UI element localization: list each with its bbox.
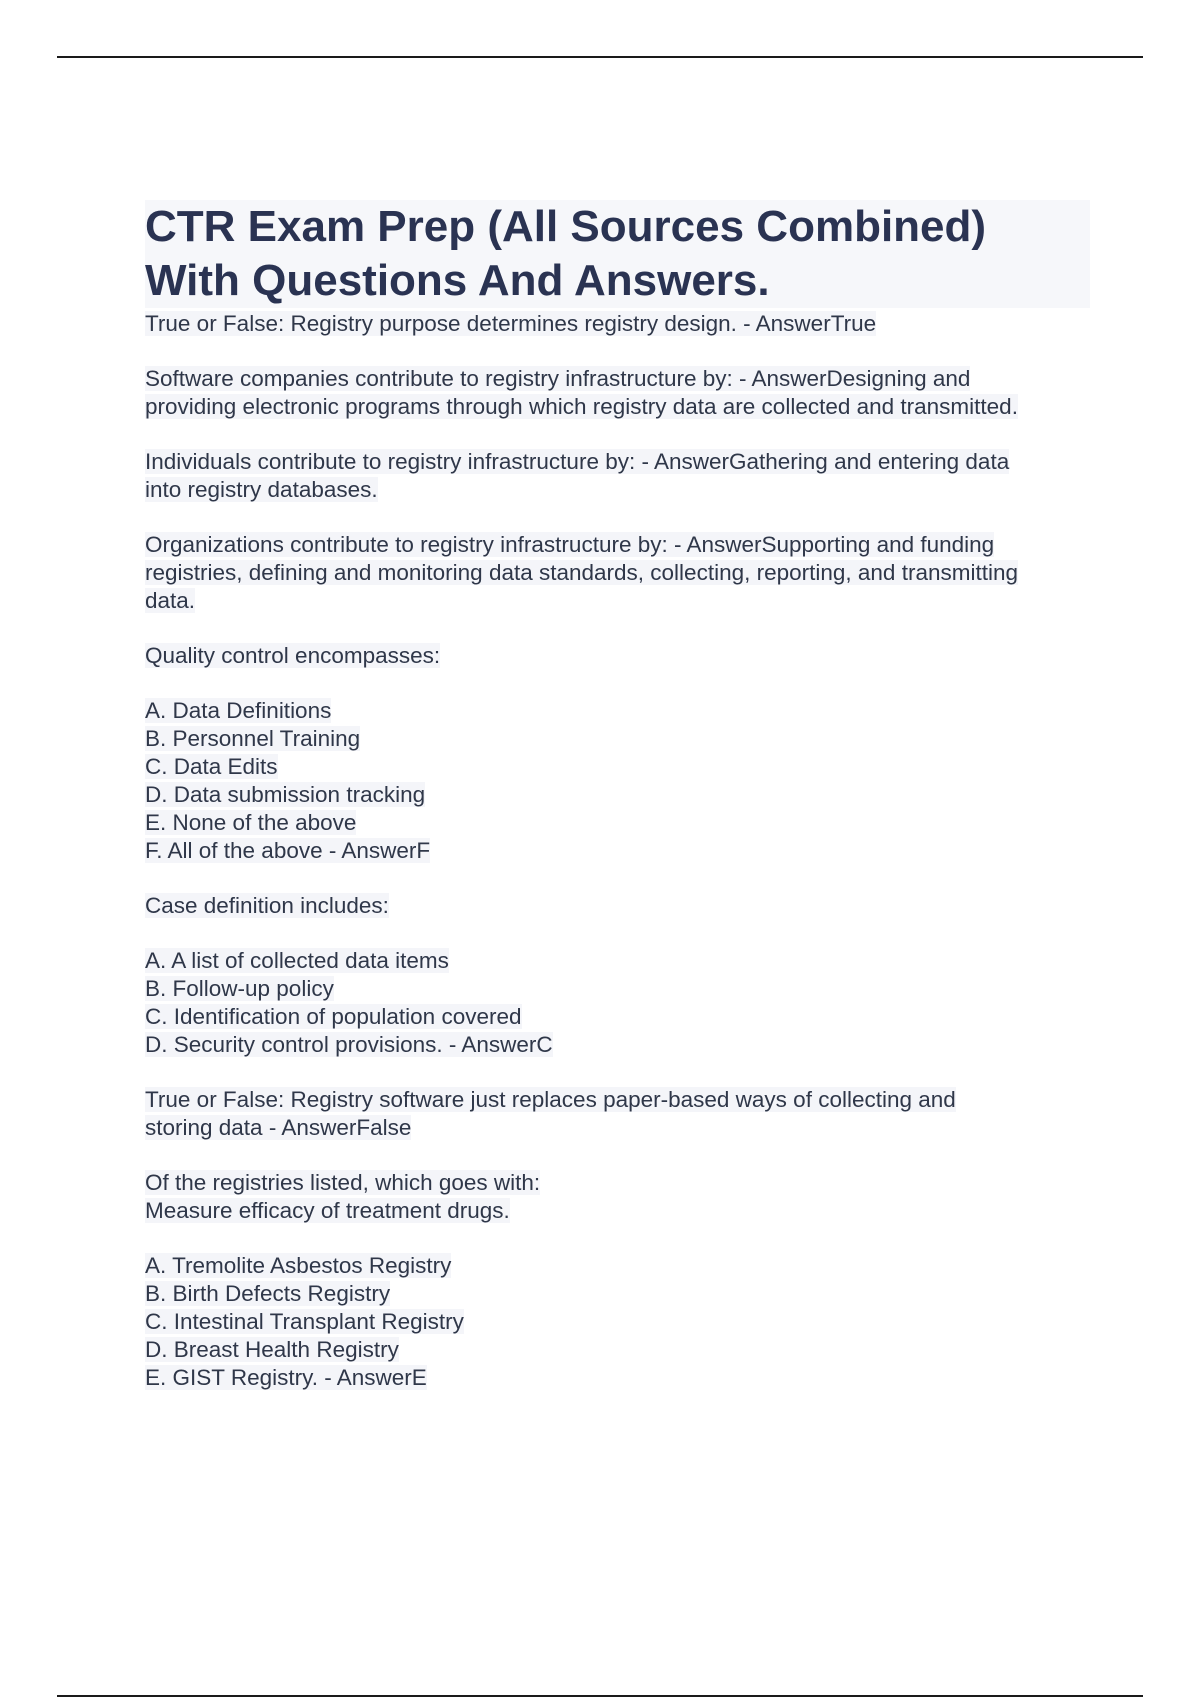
footer-rule: [57, 1695, 1143, 1697]
question-line: Of the registries listed, which goes with:: [145, 1170, 541, 1195]
qa-line: Software companies contribute to registry infrastructure by: - AnswerDesigning and: [145, 366, 971, 391]
option-line: C. Identification of population covered: [145, 1004, 522, 1029]
option-line: F. All of the above - AnswerF: [145, 838, 431, 863]
title-line: CTR Exam Prep (All Sources Combined): [145, 200, 1090, 254]
option-line: B. Birth Defects Registry: [145, 1281, 391, 1306]
qa-item: [145, 1086, 1090, 1142]
qa-line: True or False: Registry software just replaces paper-based ways of collecting and: [145, 1087, 956, 1112]
option-line: A. Data Definitions: [145, 698, 332, 723]
qa-line: into registry databases.: [145, 477, 378, 502]
qa-item: [145, 1169, 1090, 1392]
option-line: D. Security control provisions. - AnswerC: [145, 1032, 553, 1057]
qa-item: [145, 642, 1090, 865]
qa-line: Organizations contribute to registry infrastructure by: - AnswerSupporting and funding: [145, 532, 995, 557]
option-line: E. GIST Registry. - AnswerE: [145, 1365, 427, 1390]
qa-line: True or False: Registry purpose determines registry design. - AnswerTrue: [145, 311, 877, 336]
option-line: E. None of the above: [145, 810, 357, 835]
option-line: B. Follow-up policy: [145, 976, 334, 1001]
option-line: C. Data Edits: [145, 754, 278, 779]
qa-line: registries, defining and monitoring data standards, collecting, reporting, and transmitting: [145, 560, 1018, 585]
qa-item: [145, 365, 1090, 421]
option-line: D. Data submission tracking: [145, 782, 426, 807]
qa-item: [145, 448, 1090, 504]
qa-item: [145, 531, 1090, 615]
qa-line: Individuals contribute to registry infrastructure by: - AnswerGathering and entering data: [145, 449, 1010, 474]
option-line: B. Personnel Training: [145, 726, 361, 751]
option-line: A. A list of collected data items: [145, 948, 449, 973]
question-line: Measure efficacy of treatment drugs.: [145, 1198, 510, 1223]
document-title: [145, 200, 1090, 308]
header-rule: [57, 56, 1143, 58]
option-line: C. Intestinal Transplant Registry: [145, 1309, 464, 1334]
option-line: D. Breast Health Registry: [145, 1337, 399, 1362]
qa-line: data.: [145, 588, 196, 613]
document-body: [145, 200, 1090, 1419]
title-line: With Questions And Answers.: [145, 254, 1090, 308]
question-line: Quality control encompasses:: [145, 643, 441, 668]
qa-item: [145, 310, 1090, 338]
question-line: Case definition includes:: [145, 893, 389, 918]
qa-item: [145, 892, 1090, 1059]
option-line: A. Tremolite Asbestos Registry: [145, 1253, 452, 1278]
qa-line: storing data - AnswerFalse: [145, 1115, 412, 1140]
qa-line: providing electronic programs through which registry data are collected and transmitted.: [145, 394, 1018, 419]
